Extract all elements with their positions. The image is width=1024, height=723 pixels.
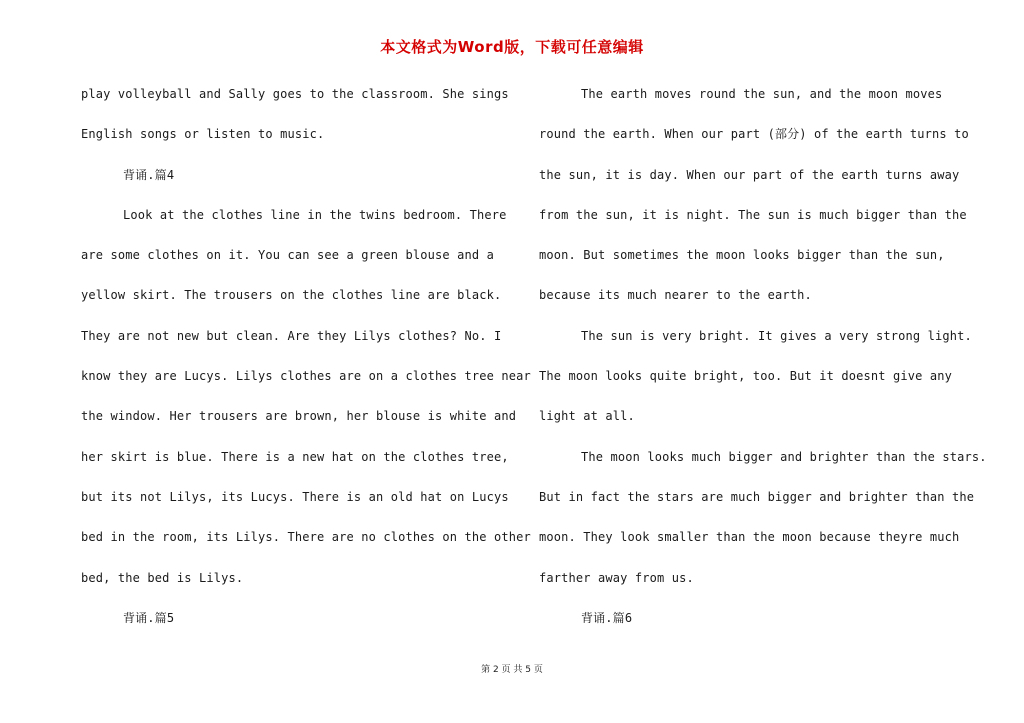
- text-line: from the sun, it is night. The sun is much bigger than the: [539, 207, 967, 222]
- text-line: her skirt is blue. There is a new hat on the clothes tree,: [81, 449, 509, 464]
- text-line: bed in the room, its Lilys. There are no clothes on the other: [81, 530, 531, 545]
- text-line: but its not Lilys, its Lucys. There is an old hat on Lucys: [81, 489, 509, 504]
- section-heading: 背诵.篇6: [581, 610, 633, 625]
- text-line: moon. They look smaller than the moon because theyre much: [539, 530, 960, 545]
- paragraph-first-line: The moon looks much bigger and brighter than the stars.: [581, 449, 987, 464]
- section-heading: 背诵.篇4: [123, 167, 175, 182]
- right-column: [539, 74, 987, 638]
- text-line: play volleyball and Sally goes to the classroom. She sings: [81, 87, 509, 101]
- left-column: [81, 74, 531, 638]
- text-line: know they are Lucys. Lilys clothes are on a clothes tree near: [81, 369, 531, 384]
- text-line: the window. Her trousers are brown, her blouse is white and: [81, 409, 517, 424]
- text-line: round the earth. When our part (部分) of the earth turns to: [539, 127, 969, 142]
- document-banner: 本文格式为Word版，下载可任意编辑: [380, 38, 644, 56]
- page-number-footer: 第 2 页 共 5 页: [481, 665, 543, 675]
- text-line: bed, the bed is Lilys.: [81, 570, 244, 585]
- text-line: The moon looks quite bright, too. But it doesnt give any: [539, 369, 952, 384]
- text-line: are some clothes on it. You can see a green blouse and a: [81, 248, 494, 263]
- text-line: They are not new but clean. Are they Lilys clothes? No. I: [81, 328, 502, 343]
- text-line: light at all.: [539, 409, 635, 424]
- paragraph-first-line: The sun is very bright. It gives a very strong light.: [581, 328, 972, 343]
- text-line: yellow skirt. The trousers on the clothes line are black.: [81, 288, 502, 303]
- text-line: English songs or listen to music.: [81, 127, 325, 142]
- paragraph-first-line: Look at the clothes line in the twins bedroom. There: [123, 207, 507, 222]
- text-line: moon. But sometimes the moon looks bigger than the sun,: [539, 248, 945, 263]
- section-heading: 背诵.篇5: [123, 610, 175, 625]
- text-line: because its much nearer to the earth.: [539, 288, 812, 303]
- text-line: farther away from us.: [539, 570, 694, 585]
- text-line: But in fact the stars are much bigger and brighter than the: [539, 489, 975, 504]
- text-line: the sun, it is day. When our part of the earth turns away: [539, 167, 960, 182]
- paragraph-first-line: The earth moves round the sun, and the moon moves: [581, 87, 943, 101]
